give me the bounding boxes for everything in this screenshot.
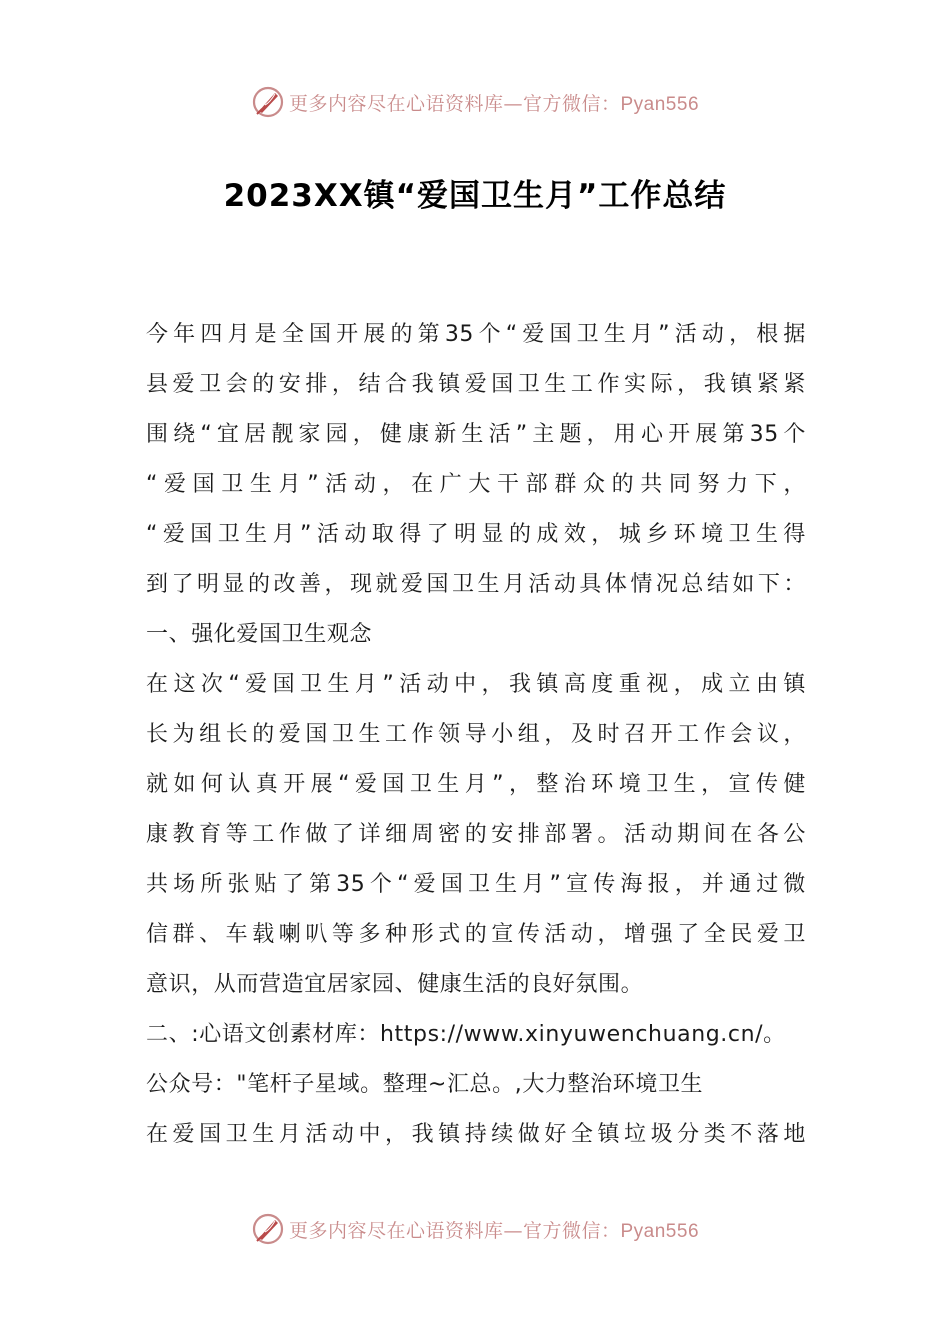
- document-title: 2023XX镇“爱国卫生月”工作总结: [223, 178, 727, 214]
- body-line: 在爱国卫生月活动中，我镇持续做好全镇垃圾分类不落地: [146, 1122, 806, 1147]
- section-heading: 一、强化爱国卫生观念: [146, 622, 373, 647]
- header-watermark: [0, 82, 950, 122]
- footer-watermark: [0, 1209, 950, 1249]
- body-line: 今年四月是全国开展的第35个“爱国卫生月”活动，根据: [146, 322, 806, 347]
- body-line: 就如何认真开展“爱国卫生月”，整治环境卫生，宣传健: [146, 772, 806, 797]
- body-line: “爱国卫生月”活动，在广大干部群众的共同努力下，: [146, 472, 806, 497]
- body-line: 公众号："笔杆子星域。整理~汇总。,大力整治环境卫生: [146, 1072, 704, 1097]
- watermark-text: 更多内容尽在心语资料库—官方微信：Pyan556: [288, 92, 700, 115]
- body-line: 康教育等工作做了详细周密的安排部署。活动期间在各公: [146, 822, 806, 847]
- quill-logo-icon: [251, 1212, 285, 1246]
- body-line: 共场所张贴了第35个“爱国卫生月”宣传海报，并通过微: [146, 872, 806, 897]
- body-line: 信群、车载喇叭等多种形式的宣传活动，增强了全民爱卫: [146, 922, 806, 947]
- body-line: 围绕“宜居靓家园，健康新生活”主题，用心开展第35个: [146, 422, 806, 447]
- body-line: 在这次“爱国卫生月”活动中，我镇高度重视，成立由镇: [146, 672, 806, 697]
- section-heading: 二、:心语文创素材库：https://www.xinyuwenchuang.cn/。: [146, 1022, 786, 1047]
- watermark-text: 更多内容尽在心语资料库—官方微信：Pyan556: [288, 1219, 700, 1242]
- body-line: 到了明显的改善，现就爱国卫生月活动具体情况总结如下：: [146, 572, 806, 597]
- quill-logo-icon: [251, 85, 285, 119]
- body-line: 长为组长的爱国卫生工作领导小组，及时召开工作会议，: [146, 722, 806, 747]
- body-line: 意识，从而营造宜居家园、健康生活的良好氛围。: [146, 972, 644, 997]
- body-line: 县爱卫会的安排，结合我镇爱国卫生工作实际，我镇紧紧: [146, 372, 806, 397]
- document-body: [146, 310, 806, 1160]
- body-line: “爱国卫生月”活动取得了明显的成效，城乡环境卫生得: [146, 522, 806, 547]
